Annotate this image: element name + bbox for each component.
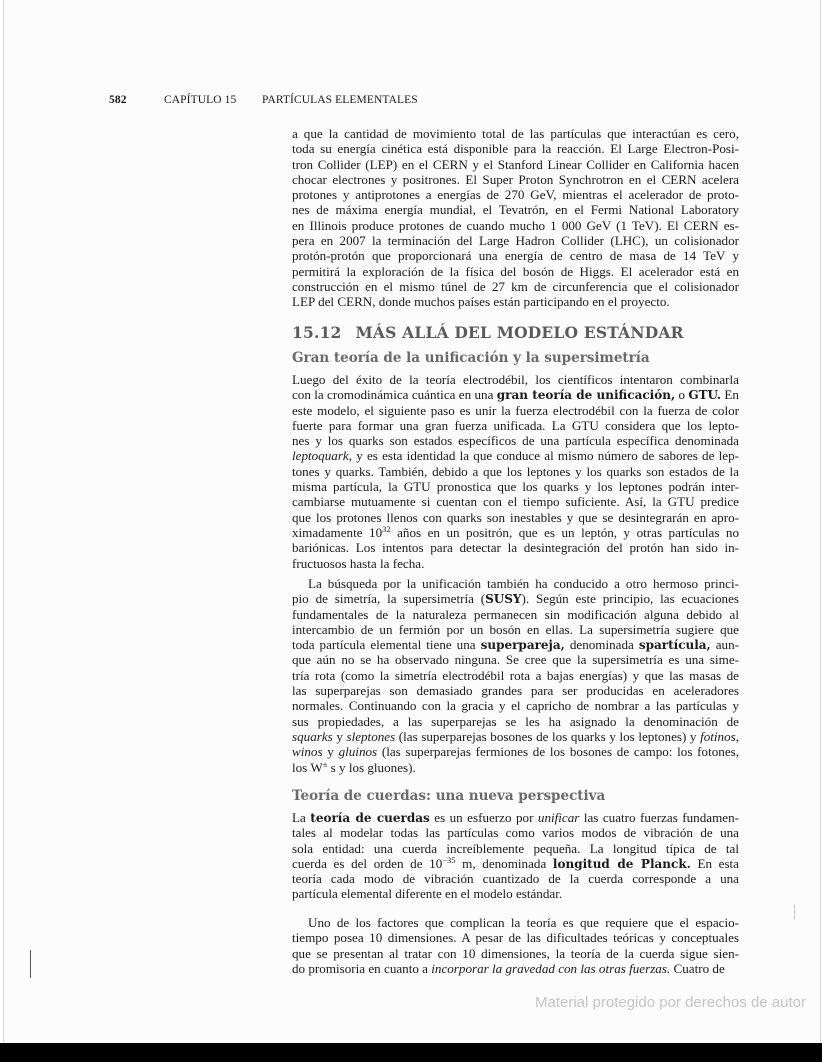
text-run: tones y quarks. También, debido a que los leptones y los quarks son estados de la — [292, 463, 739, 479]
text-run: partícula elemental diferente en el modelo estándar. — [292, 886, 563, 902]
text-line — [292, 591, 739, 606]
text-run: cambiarse mutuamente si cuentan con el tiempo suficiente. Así, la GTU predice — [292, 494, 739, 510]
text-run: Luego del éxito de la teoría electrodébil, los científicos intentaron combinarla — [292, 372, 739, 387]
text-run: do promisoria en cuanto a — [292, 960, 432, 976]
text-line — [292, 294, 739, 309]
text-line — [292, 915, 739, 930]
text-line — [292, 403, 739, 418]
text-line — [292, 825, 739, 840]
text-run: chocar electrones y positrones. El Super Proton Synchrotron en el CERN acelera — [292, 171, 739, 187]
chapter-title: PARTÍCULAS ELEMENTALES — [262, 94, 418, 106]
text-line — [292, 157, 739, 172]
text-line — [292, 729, 739, 744]
text-line — [292, 448, 739, 463]
text-run: tales al modelar todas las partículas como varios modos de vibración de una — [292, 825, 739, 841]
text-run: nes de máxima energía mundial, el Tevatrón, en el Fermi National Laboratory — [292, 202, 739, 218]
italic-term: unificar — [537, 810, 580, 825]
paragraph — [292, 810, 739, 902]
text-line — [292, 202, 739, 217]
text-run: sola entidad: una cuerda increíblemente pequeña. La longitud típica de tal — [292, 840, 739, 856]
text-run: cuerda es del orden de 10 — [292, 855, 443, 871]
text-run: con la cromodinámica cuántica en una — [292, 387, 497, 403]
paragraph — [292, 576, 739, 775]
text-run: protón-protón que proporcionará una energía de centro de masa de 14 TeV y — [292, 248, 739, 264]
italic-term: leptoquark — [292, 448, 349, 464]
section-heading — [292, 324, 684, 342]
text-line — [292, 433, 739, 448]
text-run: ximadamente 10 — [292, 524, 383, 540]
text-run: m, denominada — [455, 855, 553, 871]
text-run: aun- — [710, 637, 739, 653]
page-number: 582 — [109, 94, 127, 106]
text-line — [292, 264, 739, 279]
margin-mark — [794, 905, 795, 919]
bold-term: longitud de Planck. — [552, 856, 691, 871]
text-line — [292, 714, 739, 729]
chapter-label: CAPÍTULO 15 — [164, 94, 237, 106]
text-run: fundamentales de la naturaleza permanecen sin modificación alguna debido al — [292, 606, 739, 622]
text-line — [292, 172, 739, 187]
text-line — [292, 841, 739, 856]
text-line — [292, 510, 739, 525]
text-line — [292, 494, 739, 509]
text-line — [292, 622, 739, 637]
text-run: intercambio de un fermión por un bosón en ellas. La supersimetría sugiere que — [292, 621, 739, 637]
text-run: y — [322, 744, 339, 760]
bold-term: superpareja, — [480, 638, 565, 653]
text-line — [292, 372, 739, 387]
text-line — [292, 126, 739, 141]
margin-mark — [30, 950, 31, 978]
bold-term: gran teoría de unificación, — [496, 388, 676, 403]
text-run: La — [292, 810, 311, 825]
text-run: y — [332, 728, 347, 744]
text-line — [292, 576, 739, 591]
text-line — [292, 946, 739, 961]
text-line — [292, 652, 739, 667]
book-page — [3, 0, 821, 1042]
text-line — [292, 810, 739, 825]
text-run: ). Según este principio, las ecuaciones — [521, 591, 739, 607]
text-run: (las superparejas fermiones de los bosones de campo: los fotones, — [377, 744, 739, 760]
text-line — [292, 248, 739, 263]
text-run: LEP del CERN, donde muchos países están participando en el proyecto. — [292, 294, 670, 310]
text-line — [292, 607, 739, 622]
text-line — [292, 218, 739, 233]
text-run: o — [675, 387, 689, 403]
italic-term: sleptones — [346, 728, 396, 744]
text-run: pio de simetría, la supersimetría ( — [292, 591, 486, 607]
text-line — [292, 479, 739, 494]
text-run: toda su energía cinética está disponible para la reacción. El Large Electron-Posi- — [292, 141, 739, 157]
text-run: es un esfuerzo por — [429, 810, 538, 825]
text-line — [292, 387, 739, 402]
text-line — [292, 187, 739, 202]
text-run: en Illinois produce protones de cuando mucho 1 000 GeV (1 TeV). El CERN es- — [292, 217, 739, 233]
text-line — [292, 556, 739, 571]
italic-term: incorporar la gravedad con las otras fuerzas. — [431, 960, 671, 976]
text-line — [292, 668, 739, 683]
text-run: denominada — [564, 637, 639, 653]
text-line — [292, 637, 739, 652]
italic-term: winos — [292, 744, 323, 760]
text-run: que los protones llenos con quarks son inestables y que se desintegrarán en apro- — [292, 509, 739, 525]
text-line — [292, 418, 739, 433]
text-line — [292, 930, 739, 945]
text-run: Cuatro de — [670, 960, 725, 976]
text-line — [292, 464, 739, 479]
section-number: 15.12 — [292, 323, 342, 342]
text-run: construcción en el mismo túnel de 27 km de circunferencia que el colisionador — [292, 278, 739, 294]
superscript: −35 — [442, 854, 456, 865]
text-run: La búsqueda por la unificación también ha conducido a otro hermoso princi- — [308, 576, 739, 591]
text-run: años en un positrón, que es un leptón, y otras partículas no — [390, 524, 740, 540]
subheading: Gran teoría de la unificación y la supersimetría — [292, 350, 650, 366]
text-line — [292, 698, 739, 713]
italic-term: fotinos, — [700, 728, 739, 744]
text-run: las cuatro fuerzas fundamen- — [579, 810, 739, 825]
text-run: pera en 2007 la terminación del Large Hadron Collider (LHC), un colisionador — [292, 233, 739, 249]
text-line — [292, 540, 739, 555]
text-run: , y es esta identidad la que conduce al mismo número de sabores de lep- — [348, 448, 739, 464]
bold-term: GTU. — [688, 388, 722, 403]
paragraph — [292, 372, 739, 571]
text-line — [292, 141, 739, 156]
copyright-watermark: Material protegido por derechos de autor — [535, 994, 806, 1011]
text-line — [292, 871, 739, 886]
text-run: normales. Continuando con la gracia y el capricho de nombrar a las partículas y — [292, 698, 739, 714]
text-line — [292, 886, 739, 901]
text-line — [292, 760, 739, 775]
text-run: En — [721, 387, 739, 403]
bold-term: spartícula, — [638, 638, 711, 653]
text-run: que aún no se ha observado ninguna. Se cree que la supersimetría es una sime- — [292, 652, 739, 668]
text-run: tiempo posea 10 dimensiones. A pesar de las dificultades teóricas y conceptuales — [292, 930, 739, 946]
text-run: que se presentan al tratar con 10 dimensiones, la teoría de la cuerda sigue sien- — [292, 945, 739, 961]
text-run: toda partícula elemental tiene una — [292, 637, 481, 653]
text-run: s y los gluones). — [327, 759, 416, 775]
superscript: ± — [322, 758, 328, 769]
text-run: bariónicas. Los intentos para detectar la desintegración del protón han sido in- — [292, 540, 739, 556]
bottom-bar — [0, 1043, 822, 1062]
text-line — [292, 683, 739, 698]
text-run: fuerte para formar una gran fuerza unificada. La GTU considera que los lepto- — [292, 417, 739, 433]
text-run: este modelo, el siguiente paso es unir la fuerza electrodébil con la fuerza de color — [292, 402, 739, 418]
text-run: nes y los quarks son estados específicos de una partícula específica denominada — [292, 433, 739, 449]
text-run: (las superparejas bosones de los quarks y los leptones) y — [395, 728, 701, 744]
paragraph — [292, 126, 739, 310]
text-run: tría rota (como la simetría electrodébil rota a bajas energías) y que las masas de — [292, 667, 739, 683]
text-run: tron Collider (LEP) en el CERN y el Stanford Linear Collider en California hacen — [292, 156, 739, 172]
paragraph — [292, 915, 739, 976]
text-run: sus propiedades, a las superparejas se les ha asignado la denominación de — [292, 713, 739, 729]
superscript: 32 — [382, 523, 391, 534]
italic-term: gluinos — [338, 744, 378, 760]
text-line — [292, 744, 739, 759]
text-run: Uno de los factores que complican la teoría es que requiere que el espacio- — [308, 915, 739, 930]
text-line — [292, 961, 739, 976]
text-run: los W — [292, 759, 323, 775]
text-line — [292, 279, 739, 294]
section-title: MÁS ALLÁ DEL MODELO ESTÁNDAR — [355, 323, 684, 342]
bold-term: teoría de cuerdas — [310, 811, 430, 825]
text-run: las superparejas son demasiado grandes para ser producidas en aceleradores — [292, 683, 739, 699]
text-run: En esta — [690, 855, 739, 871]
text-run: protones y antiprotones a energías de 270 GeV, mientras el acelerador de proto- — [292, 187, 739, 203]
text-run: misma partícula, la GTU pronostica que los quarks y los leptones podrán inter- — [292, 479, 739, 495]
text-run: permitirá la exploración de la física del bosón de Higgs. El acelerador está en — [292, 263, 739, 279]
text-line — [292, 233, 739, 248]
text-run: fructuosos hasta la fecha. — [292, 555, 425, 571]
italic-term: squarks — [292, 728, 333, 744]
text-line — [292, 525, 739, 540]
subheading: Teoría de cuerdas: una nueva perspectiva — [292, 788, 606, 804]
bold-term: SUSY — [485, 592, 522, 607]
text-run: a que la cantidad de movimiento total de las partículas que interactúan es cero, — [292, 126, 739, 141]
text-run: teoría cada modo de vibración cuantizado de la cuerda corresponde a una — [292, 871, 739, 887]
text-line — [292, 856, 739, 871]
